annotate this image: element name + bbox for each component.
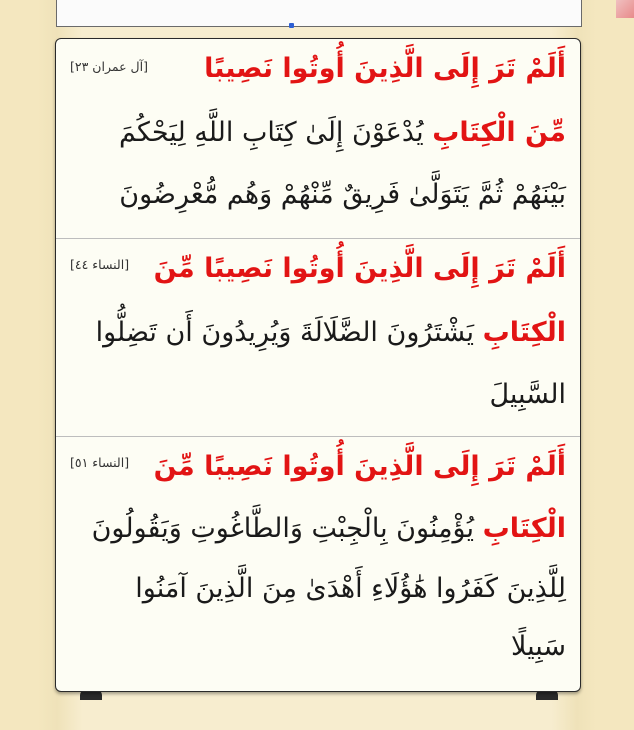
verse-text: يُدْعَوْنَ إِلَىٰ كِتَابِ اللَّهِ لِيَحْكُمَ <box>118 117 433 148</box>
verse-line <box>135 573 566 604</box>
verse-line <box>489 379 566 410</box>
verse-reference: [النساء ٤٤] <box>70 257 130 272</box>
verse-text: بَيْنَهُمْ ثُمَّ يَتَوَلَّىٰ فَرِيقٌ مِّنْهُمْ وَهُم مُّعْرِضُونَ <box>119 179 566 210</box>
highlighted-phrase: أَلَمْ تَرَ إِلَى الَّذِينَ أُوتُوا نَصِيبًا مِّنَ <box>153 253 566 284</box>
verse-section-1 <box>56 39 580 237</box>
verse-card <box>55 38 581 692</box>
highlighted-phrase: مِّنَ الْكِتَابِ <box>432 117 566 148</box>
verse-text: سَبِيلًا <box>510 631 566 662</box>
highlighted-phrase: الْكِتَابِ <box>482 317 566 348</box>
highlighted-phrase: أَلَمْ تَرَ إِلَى الَّذِينَ أُوتُوا نَصِيبًا مِّنَ <box>153 451 566 482</box>
verse-line <box>92 513 566 544</box>
verse-line <box>204 53 566 84</box>
verse-section-3 <box>56 437 580 691</box>
verse-reference: [آل عمران ٢٣] <box>70 59 148 74</box>
highlighted-phrase: أَلَمْ تَرَ إِلَى الَّذِينَ أُوتُوا نَصِيبًا <box>204 53 566 84</box>
top-toolbar-strip <box>56 0 582 27</box>
verse-section-2 <box>56 239 580 435</box>
verse-text: السَّبِيلَ <box>489 379 566 410</box>
verse-line <box>154 451 566 482</box>
verse-line <box>511 631 566 662</box>
highlighted-phrase: الْكِتَابِ <box>482 513 566 544</box>
corner-badge <box>616 0 634 18</box>
verse-line <box>96 317 566 348</box>
verse-line <box>119 117 566 148</box>
verse-line <box>154 253 566 284</box>
verse-reference: [النساء ٥١] <box>70 455 130 470</box>
verse-line <box>119 179 566 210</box>
verse-text: يَشْتَرُونَ الضَّلَالَةَ وَيُرِيدُونَ أَن تَضِلُّوا <box>95 317 483 348</box>
scroll-position-marker <box>289 23 294 28</box>
verse-text: لِلَّذِينَ كَفَرُوا هَٰؤُلَاءِ أَهْدَىٰ مِنَ الَّذِينَ آمَنُوا <box>135 573 566 604</box>
verse-text: يُؤْمِنُونَ بِالْجِبْتِ وَالطَّاغُوتِ وَيَقُولُونَ <box>91 513 483 544</box>
